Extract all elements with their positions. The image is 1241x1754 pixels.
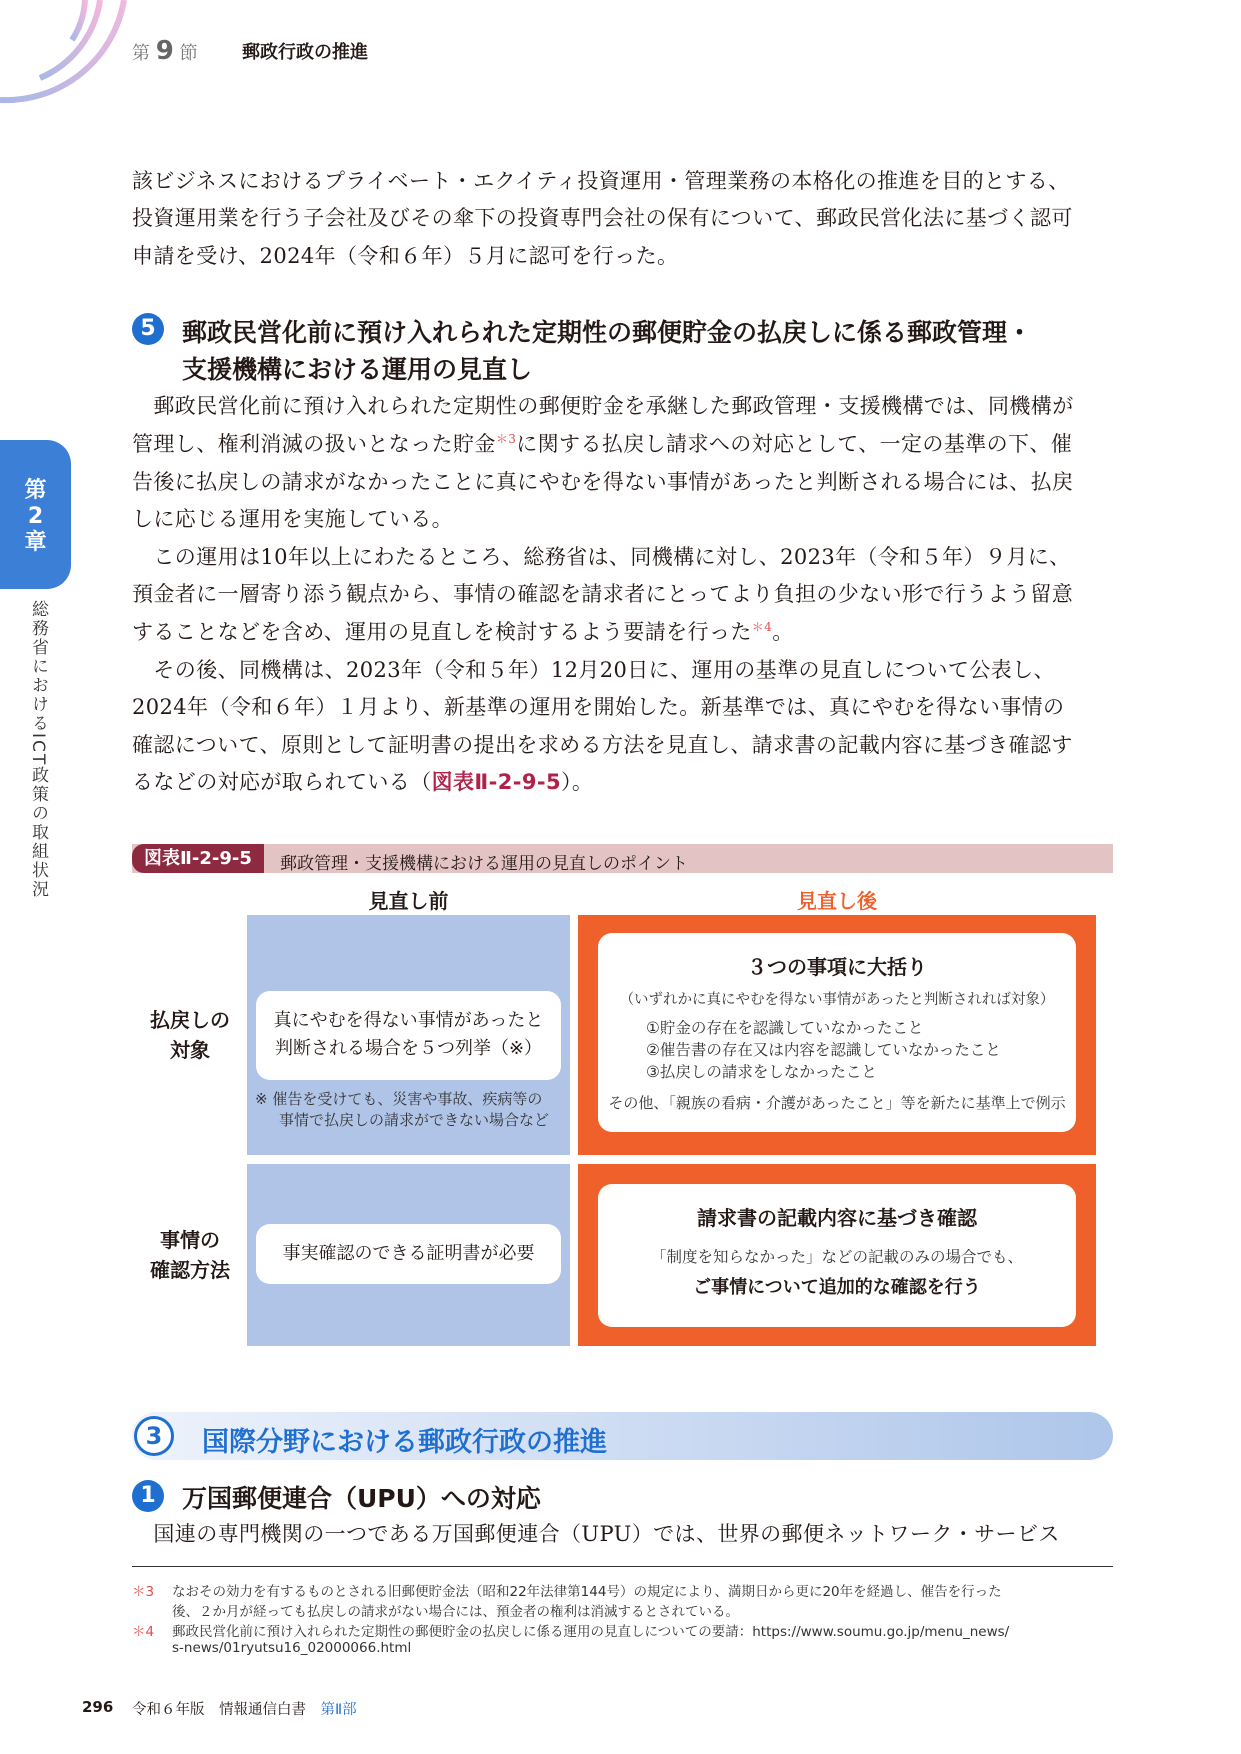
before-cell-1 bbox=[247, 915, 570, 1155]
body-text: その後、同機構は、2023年（令和５年）12月20日に、運用の基準の見直しについて公表し、 bbox=[132, 658, 1055, 682]
footnote-divider bbox=[132, 1566, 1113, 1567]
body-text: 郵政民営化前に預け入れられた定期性の郵便貯金を承継した郵政管理・支援機構では、同機構が bbox=[132, 394, 1074, 418]
body-text: 確認について、原則として証明書の提出を求める方法を見直し、請求書の記載内容に基づき確認す bbox=[132, 733, 1073, 757]
before-method-box: 事実確認のできる証明書が必要 bbox=[256, 1224, 561, 1284]
row-header-verification: 事情の 確認方法 bbox=[150, 1228, 230, 1282]
footnote: ＊4 郵政民営化前に預け入れられた定期性の郵便貯金の払戻しに係る運用の見直しについての要請：https://www.soumu.go.jp/menu_news/ bbox=[132, 1624, 1010, 1640]
body-text: 告後に払戻しの請求がなかったことに真にやむを得ない事情があったと判断される場合には、払戻 bbox=[132, 470, 1074, 494]
criteria-item: ③払戻しの請求をしなかったこと bbox=[646, 1063, 877, 1081]
subsection-heading: 郵政民営化前に預け入れられた定期性の郵便貯金の払戻しに係る郵政管理・ bbox=[182, 318, 1033, 347]
footnote-ref[interactable]: ＊4 bbox=[751, 620, 773, 634]
running-header-title: 郵政行政の推進 bbox=[242, 42, 368, 63]
column-header-after: 見直し後 bbox=[797, 889, 877, 913]
chapter-tab[interactable]: 第 2 章 bbox=[0, 440, 71, 589]
body-text: 投資運用業を行う子会社及びその傘下の投資専門会社の保有について、郵政民営化法に基づく認可 bbox=[132, 206, 1073, 230]
footnote-url[interactable]: s-news/01ryutsu16_02000066.html bbox=[172, 1640, 412, 1656]
criteria-item: ②催告書の存在又は内容を認識していなかったこと bbox=[646, 1041, 1001, 1059]
criteria-item: ①貯金の存在を認識していなかったこと bbox=[646, 1019, 924, 1037]
after-cell-1 bbox=[578, 915, 1096, 1155]
body-text: 預金者に一層寄り添う観点から、事情の確認を請求者にとってより負担の少ない形で行うよう留意 bbox=[132, 582, 1074, 606]
body-text: 国連の専門機関の一つである万国郵便連合（UPU）では、世界の郵便ネットワーク・サービス bbox=[132, 1522, 1060, 1546]
chapter-title-vertical: 総務省におけるICT政策の取組状況 bbox=[28, 600, 48, 900]
footnote-ref[interactable]: ＊3 bbox=[495, 432, 517, 446]
body-text: 申請を受け、2024年（令和６年）５月に認可を行った。 bbox=[132, 244, 679, 268]
after-method-box: 請求書の記載内容に基づき確認 「制度を知らなかった」などの記載のみの場合でも、 ご事情について追加的な確認を行う bbox=[598, 1184, 1076, 1327]
page-number: 296 bbox=[82, 1698, 114, 1716]
body-text: しに応じる運用を実施している。 bbox=[132, 507, 453, 531]
body-text: 管理し、権利消滅の扱いとなった貯金$^{*3}$に関する払戻し請求への対応として、一定の基準の下、催 bbox=[132, 432, 1073, 456]
body-text: することなどを含め、運用の見直しを検討するよう要請を行った$^{*4}$。 bbox=[132, 620, 794, 644]
figure-reference-link[interactable]: 図表Ⅱ-2-9-5 bbox=[431, 770, 562, 794]
after-cell-2 bbox=[578, 1164, 1096, 1346]
heading-number-badge: 1 bbox=[132, 1480, 164, 1512]
footnote: ＊3 なおその効力を有するものとされる旧郵便貯金法（昭和22年法律第144号）の規定により、満期日から更に20年を経過し、催告を行った bbox=[132, 1584, 1002, 1600]
body-text: 2024年（令和６年）１月より、新基準の運用を開始した。新基準では、真にやむを得ない事情の bbox=[132, 695, 1065, 719]
section-number-badge: 3 bbox=[134, 1416, 174, 1456]
body-text: この運用は10年以上にわたるところ、総務省は、同機構に対し、2023年（令和５年）９月に、 bbox=[132, 545, 1071, 569]
body-text: るなどの対応が取られている（図表Ⅱ-2-9-5）。 bbox=[132, 770, 594, 794]
section-title: 国際分野における郵政行政の推進 bbox=[202, 1427, 607, 1458]
body-text: 該ビジネスにおけるプライベート・エクイティ投資運用・管理業務の本格化の推進を目的とする、 bbox=[132, 169, 1070, 193]
heading-number-badge: 5 bbox=[132, 313, 164, 345]
figure-title: 郵政管理・支援機構における運用の見直しのポイント bbox=[280, 854, 688, 874]
decorative-arcs bbox=[0, 0, 130, 110]
row-header-refund-target: 払戻しの 対象 bbox=[150, 1008, 230, 1062]
before-cell-2 bbox=[247, 1164, 570, 1346]
footnote: 後、２か月が経っても払戻しの請求がない場合には、預金者の権利は消滅するとされている。 bbox=[172, 1604, 739, 1620]
column-header-before: 見直し前 bbox=[368, 889, 449, 913]
after-criteria-box: ３つの事項に大括り （いずれかに真にやむを得ない事情があったと判断されれば対象） ①貯金の存在を認識していなかったこと ②催告書の存在又は内容を認識していなかったこと ③払戻しの請求をしなかったこと その他、「親族の看病・介護があったこと」等を新たに基準上で例示 bbox=[598, 933, 1076, 1132]
before-criteria-box: 真にやむを得ない事情があったと 判断される場合を５つ列挙（※） bbox=[256, 991, 561, 1080]
section-number: 第 9 節 bbox=[132, 36, 198, 66]
figure-label: 図表Ⅱ-2-9-5 bbox=[132, 844, 264, 873]
subsection-heading: 支援機構における運用の見直し bbox=[182, 355, 533, 384]
subsection-heading: 万国郵便連合（UPU）への対応 bbox=[182, 1484, 541, 1513]
before-note: ※ 催告を受けても、災害や事故、疾病等の 事情で払戻しの請求ができない場合など bbox=[255, 1090, 550, 1129]
footer-publication: 令和６年版 情報通信白書 第Ⅱ部 bbox=[132, 1702, 357, 1718]
